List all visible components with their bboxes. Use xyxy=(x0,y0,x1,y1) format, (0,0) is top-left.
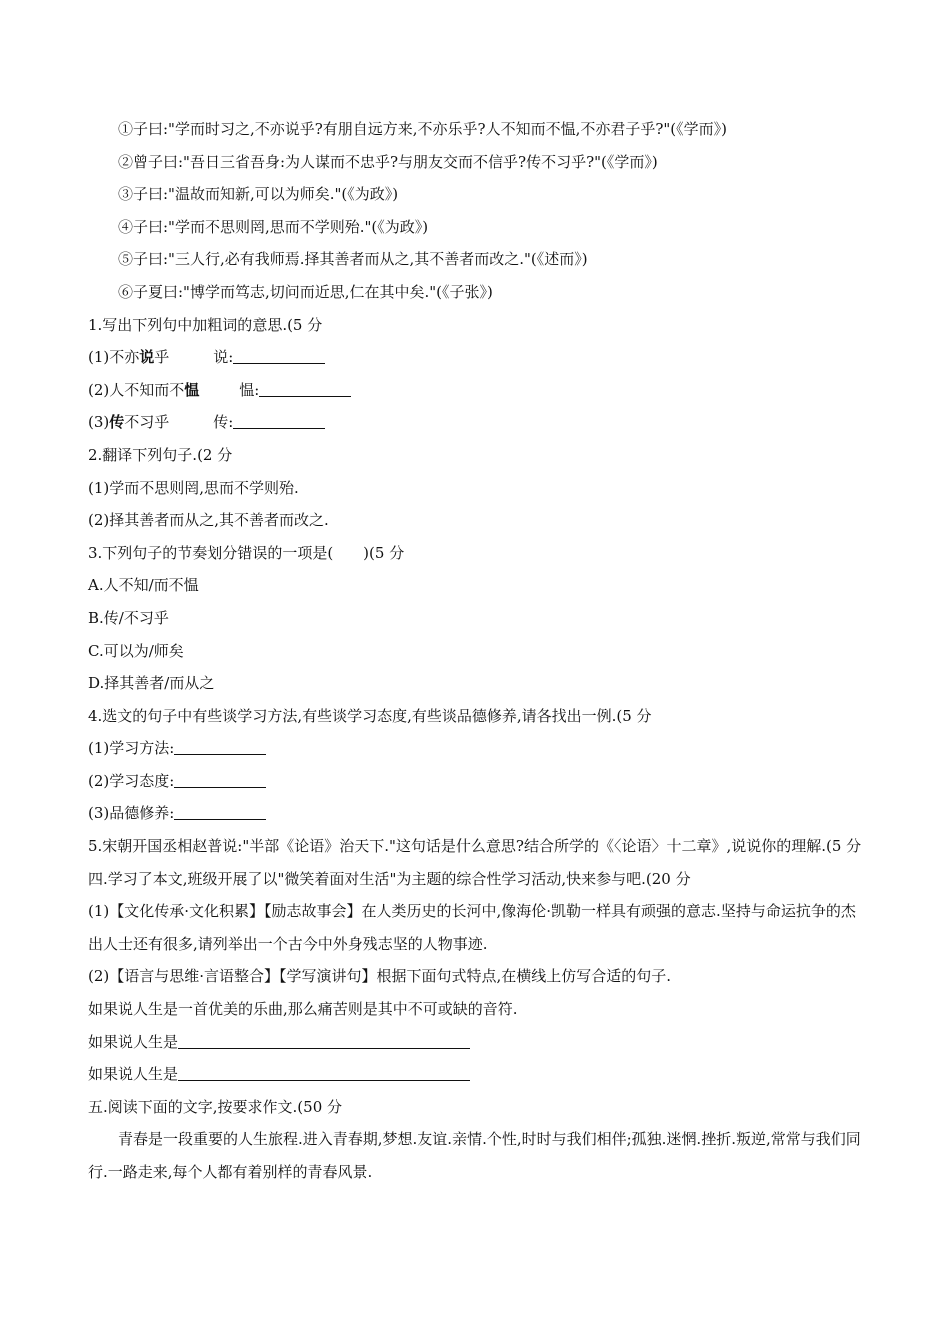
option-d: D.择其善者/而从之 xyxy=(88,674,215,693)
question-1-item-1: (1)不亦说乎 说: xyxy=(88,341,870,374)
answer-blank[interactable] xyxy=(174,801,266,820)
answer-blank[interactable] xyxy=(174,769,266,788)
question-1 xyxy=(88,309,870,439)
quote-5: ⑤子曰:"三人行,必有我师焉.择其善者而从之,其不善者而改之."(《述而》) xyxy=(118,250,588,269)
answer-blank[interactable] xyxy=(178,1030,470,1049)
quote-3: ③子曰:"温故而知新,可以为师矣."(《为政》) xyxy=(118,185,399,204)
question-1-item-2: (2)人不知而不愠 愠: xyxy=(88,374,870,407)
question-2-item-2: (2)择其善者而从之,其不善者而改之. xyxy=(88,511,329,530)
question-2 xyxy=(88,439,870,537)
option-c: C.可以为/师矣 xyxy=(88,641,184,660)
section-5 xyxy=(88,1091,870,1189)
question-4-item-2: (2)学习态度: xyxy=(88,765,870,798)
question-4 xyxy=(88,700,870,830)
question-4-item-3: (3)品德修养: xyxy=(88,797,870,830)
bold-word: 传 xyxy=(109,413,125,432)
option-b: B.传/不习乎 xyxy=(88,608,169,627)
answer-blank[interactable] xyxy=(178,1062,470,1081)
answer-blank[interactable] xyxy=(233,345,325,364)
quote-2: ②曾子曰:"吾日三省吾身:为人谋而不忠乎?与朋友交而不信乎?传不习乎?"(《学而》) xyxy=(118,152,658,171)
section-4-fill-2: 如果说人生是 xyxy=(88,1058,870,1091)
bold-word: 说 xyxy=(139,348,155,367)
section-4-part-2: (2)【语言与思维·言语整合】【学写演讲句】根据下面句式特点,在横线上仿写合适的句子. xyxy=(88,967,672,986)
section-4-part-1: (1)【文化传承·文化积累】【励志故事会】在人类历史的长河中,像海伦·凯勒一样具有顽强的意志.坚持与命运抗争的杰出人士还有很多,请列举出一个古今中外身残志坚的人物事迹. xyxy=(88,902,856,953)
quotes-section xyxy=(88,113,870,309)
bold-word: 愠 xyxy=(184,380,200,399)
option-a: A.人不知/而不愠 xyxy=(88,576,199,595)
question-3-title: 3.下列句子的节奏划分错误的一项是( )(5 分 xyxy=(88,543,405,562)
answer-blank[interactable] xyxy=(174,736,266,755)
section-4-example: 如果说人生是一首优美的乐曲,那么痛苦则是其中不可或缺的音符. xyxy=(88,1000,518,1019)
answer-blank[interactable] xyxy=(259,378,351,397)
section-4-fill-1: 如果说人生是 xyxy=(88,1026,870,1059)
section-4-title: 四.学习了本文,班级开展了以"微笑着面对生活"为主题的综合性学习活动,快来参与吧.(20 分 xyxy=(88,869,691,888)
question-1-title: 1.写出下列句中加粗词的意思.(5 分 xyxy=(88,315,323,334)
section-5-paragraph: 青春是一段重要的人生旅程.进入青春期,梦想.友谊.亲情.个性,时时与我们相伴;孤独.迷惘.挫折.叛逆,常常与我们同行.一路走来,每个人都有着别样的青春风景. xyxy=(88,1130,861,1181)
quote-1: ①子曰:"学而时习之,不亦说乎?有朋自远方来,不亦乐乎?人不知而不愠,不亦君子乎?"(《学而》) xyxy=(118,120,727,138)
question-1-item-3: (3)传不习乎 传: xyxy=(88,406,870,439)
question-3 xyxy=(88,537,870,700)
quote-4: ④子曰:"学而不思则罔,思而不学则殆."(《为政》) xyxy=(118,217,429,236)
question-2-item-1: (1)学而不思则罔,思而不学则殆. xyxy=(88,478,299,497)
question-4-title: 4.选文的句子中有些谈学习方法,有些谈学习态度,有些谈品德修养,请各找出一例.(5 分 xyxy=(88,706,652,725)
quote-6: ⑥子夏曰:"博学而笃志,切问而近思,仁在其中矣."(《子张》) xyxy=(118,282,493,301)
answer-blank[interactable] xyxy=(233,410,325,429)
question-5-text: 5.宋朝开国丞相赵普说:"半部《论语》治天下."这句话是什么意思?结合所学的《〈论语〉十二章》,说说你的理解.(5 分 xyxy=(88,837,862,856)
question-5 xyxy=(88,830,870,863)
section-5-title: 五.阅读下面的文字,按要求作文.(50 分 xyxy=(88,1097,343,1116)
question-2-title: 2.翻译下列句子.(2 分 xyxy=(88,445,233,464)
question-4-item-1: (1)学习方法: xyxy=(88,732,870,765)
section-4 xyxy=(88,863,870,1091)
